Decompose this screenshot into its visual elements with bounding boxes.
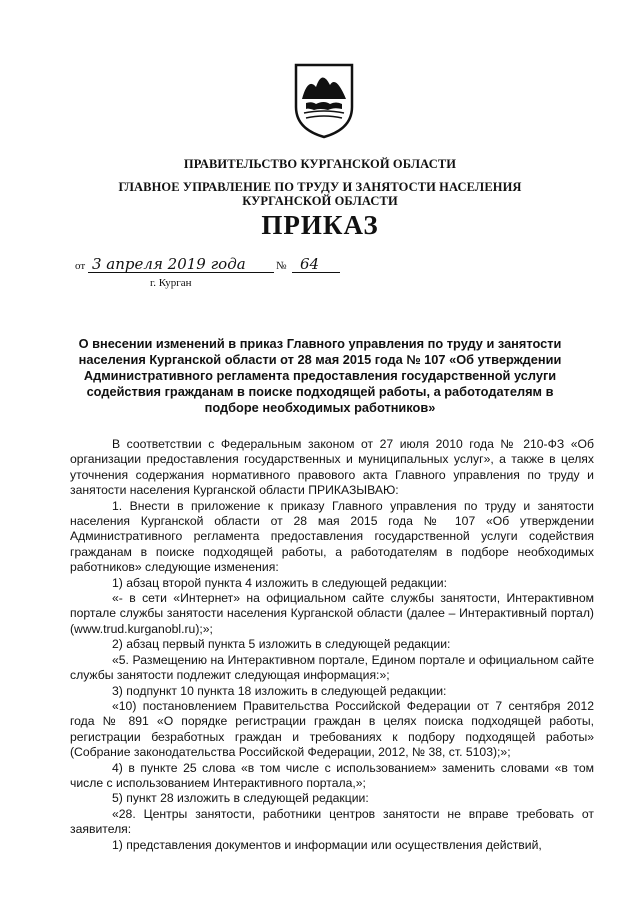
body-paragraph-quote-5-item-1: 1) представления документов и информации или осуществления действий, bbox=[112, 837, 542, 852]
body-paragraph-subitem-5: 5) пункт 28 изложить в следующей редакции: bbox=[112, 791, 369, 806]
order-number-label: № bbox=[276, 260, 287, 272]
body-paragraph-preamble: В соответствии с Федеральным законом от 27 июля 2010 года № 210-ФЗ «Об организации предоставления государственных и муниципальных услуг», а также в целях уточнения содержания нормативного правового акта Главного управления по труду и занятости населения Курганской области ПРИКАЗЫВАЮ: bbox=[70, 437, 594, 498]
department-name-line1: ГЛАВНОЕ УПРАВЛЕНИЕ ПО ТРУДУ И ЗАНЯТОСТИ НАСЕЛЕНИЯ bbox=[118, 180, 522, 194]
date-underline bbox=[88, 272, 274, 273]
body-paragraph-subitem-3: 3) подпункт 10 пункта 18 изложить в следующей редакции: bbox=[112, 683, 447, 698]
number-underline bbox=[292, 272, 340, 273]
order-date: 3 апреля 2019 года bbox=[92, 255, 246, 273]
body-paragraph-quote-5: «28. Центры занятости, работники центров занятости не вправе требовать от заявителя: bbox=[70, 806, 594, 837]
body-paragraph-subitem-1: 1) абзац второй пункта 4 изложить в следующей редакции: bbox=[112, 575, 447, 590]
body-paragraph-quote-2: «5. Размещению на Интерактивном портале, Едином портале и официальном сайте службы занятости подлежит следующая информация:»; bbox=[70, 652, 594, 683]
body-paragraph-quote-1: «- в сети «Интернет» на официальном сайте службы занятости, Интерактивном портале службы занятости населения Курганской области (далее – Интерактивный портал) (www.trud.kurganobl.ru);»; bbox=[70, 591, 594, 636]
order-subject: О внесении изменений в приказ Главного управления по труду и занятости населения Курганской области от 28 мая 2015 года № 107 «Об утверждении Административного регламента предоставления государственной услуги содействия гражданам в поиске подходящей работы, а работодателям в подборе необходимых работников» bbox=[78, 336, 562, 415]
body-paragraph-item-1: 1. Внести в приложение к приказу Главного управления по труду и занятости населения Курганской области от 28 мая 2015 года № 107 «Об утверждении Административного регламента предоставления государственной услуги содействия гражданам в поиске подходящей работы, а работодателям в подборе необходимых работников» следующие изменения: bbox=[70, 498, 594, 575]
body-paragraph-subitem-2: 2) абзац первый пункта 5 изложить в следующей редакции: bbox=[112, 637, 451, 652]
government-name: ПРАВИТЕЛЬСТВО КУРГАНСКОЙ ОБЛАСТИ bbox=[183, 157, 457, 171]
date-from-label: от bbox=[75, 260, 86, 272]
kurgan-region-coat-of-arms-icon bbox=[294, 63, 354, 139]
order-body bbox=[70, 437, 594, 853]
document-type-title: ПРИКАЗ bbox=[261, 210, 379, 240]
body-paragraph-quote-3: «10) постановлением Правительства Российской Федерации от 7 сентября 2012 года № 891 «О порядке регистрации граждан в целях поиска подходящей работы, регистрации безработных граждан и требованиях к подбору подходящей работы» (Собрание законодательства Российской Федерации, 2012, № 38, ст. 5103);»; bbox=[70, 698, 594, 760]
order-number: 64 bbox=[300, 255, 320, 273]
body-paragraph-subitem-4: 4) в пункте 25 слова «в том числе с использованием» заменить словами «в том числе с использованием Интерактивного портала,»; bbox=[70, 760, 594, 790]
department-name-line2: КУРГАНСКОЙ ОБЛАСТИ bbox=[242, 194, 398, 208]
issue-city: г. Курган bbox=[150, 277, 192, 289]
